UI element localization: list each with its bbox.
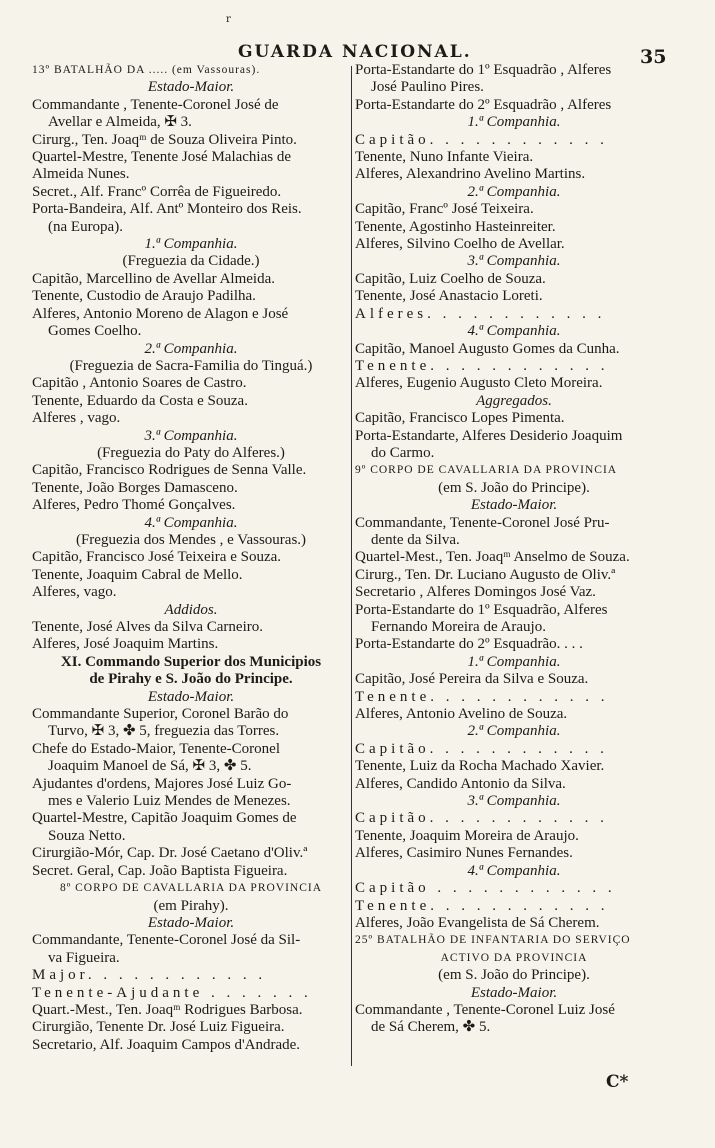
- right-column-line: Estado-Maior.: [470, 984, 558, 1001]
- right-column-line: Alferes, Silvino Coelho de Avellar.: [355, 236, 565, 253]
- right-column-line: Porta-Estandarte do 1º Esquadrão , Alferes: [355, 62, 612, 78]
- left-column-line: Capitão, Marcellino de Avellar Almeida.: [32, 270, 275, 287]
- left-column-line: Quart.-Mest., Ten. Joaqᵐ Rodrigues Barbosa.: [32, 1001, 303, 1018]
- left-column-line: Secret., Alf. Francº Corrêa de Figueiredo.: [32, 183, 282, 200]
- left-column-line: Capitão , Antonio Soares de Castro.: [32, 375, 247, 392]
- right-column-line: José Paulino Pires.: [371, 79, 484, 96]
- right-column-line: Tenente. . . . . . . . . . . .: [355, 688, 609, 705]
- right-column-line: Capitão, Francisco Lopes Pimenta.: [355, 410, 565, 427]
- right-column-line: Alferes, Antonio Avelino de Souza.: [355, 706, 568, 723]
- right-column-line: ACTIVO DA PROVINCIA: [440, 951, 588, 964]
- right-column-line: Alferes, Eugenio Augusto Cleto Moreira.: [355, 375, 603, 392]
- right-column-line: 2.ª Companhia.: [467, 723, 561, 740]
- right-column-line: Porta-Estandarte, Alferes Desiderio Joaquim: [355, 427, 623, 444]
- right-column-line: Tenente, Agostinho Hasteinreiter.: [355, 218, 556, 235]
- right-column-line: 25º BATALHÃO DE INFANTARIA DO SERVIÇO: [355, 934, 631, 947]
- left-column-line: 13º BATALHÃO DA ..... (em Vassouras).: [32, 64, 261, 76]
- left-column-line: Capitão, Francisco José Teixeira e Souza.: [32, 549, 282, 566]
- right-column-line: Alferes, João Evangelista de Sá Cherem.: [355, 914, 600, 931]
- right-column-line: Porta-Estandarte do 2º Esquadrão. . . .: [355, 636, 583, 653]
- right-column-line: Tenente. . . . . . . . . . . .: [355, 897, 609, 914]
- left-column-line: Estado-Maior.: [147, 79, 235, 96]
- left-column-line: XI. Commando Superior dos Municipios: [60, 653, 322, 670]
- left-column-line: 4.ª Companhia.: [144, 514, 238, 531]
- right-column-line: 4.ª Companhia.: [467, 323, 561, 340]
- left-column-line: Almeida Nunes.: [32, 166, 130, 183]
- left-column-line: Secret. Geral, Cap. João Baptista Figueira.: [32, 862, 288, 879]
- left-column-line: Tenente, José Alves da Silva Carneiro.: [32, 619, 263, 635]
- right-column-line: (em S. João do Principe).: [438, 479, 590, 496]
- right-column-line: Capitão. . . . . . . . . . . .: [355, 740, 608, 757]
- left-column-line: Tenente, Joaquim Cabral de Mello.: [32, 566, 243, 583]
- left-column-line: Chefe do Estado-Maior, Tenente-Coronel: [32, 740, 280, 757]
- right-column-line: 1.ª Companhia.: [467, 653, 561, 670]
- left-column-line: Tenente, João Borges Damasceno.: [32, 479, 238, 496]
- right-column-line: do Carmo.: [371, 444, 435, 461]
- left-column-line: Tenente, Custodio de Araujo Padilha.: [32, 288, 256, 305]
- left-column-line: Commandante, Tenente-Coronel José da Sil-: [32, 932, 301, 949]
- right-column-line: Porta-Estandarte do 1º Esquadrão, Alferes: [355, 601, 608, 618]
- left-column-line: va Figueira.: [48, 949, 120, 966]
- left-column-line: 1.ª Companhia.: [144, 236, 238, 253]
- left-column-line: Alferes, Antonio Moreno de Alagon e José: [32, 305, 289, 322]
- left-column-line: Commandante , Tenente-Coronel José de: [32, 96, 279, 113]
- right-column-line: Alferes. . . . . . . . . . . .: [355, 305, 606, 322]
- right-column-line: Alferes, Casimiro Nunes Fernandes.: [355, 845, 573, 862]
- right-column-line: 2.ª Companhia.: [467, 183, 561, 200]
- left-column-line: (em Pirahy).: [153, 897, 229, 914]
- right-column-line: Capitão, Manoel Augusto Gomes da Cunha.: [355, 340, 620, 357]
- right-column-line: Tenente, Luiz da Rocha Machado Xavier.: [355, 758, 605, 775]
- left-column-line: Commandante Superior, Coronel Barão do: [32, 706, 289, 723]
- left-column-line: Alferes, vago.: [32, 584, 117, 601]
- right-column-line: Cirurg., Ten. Dr. Luciano Augusto de Oliv.ª: [355, 566, 616, 583]
- left-column-line: Alferes, Pedro Thomé Gonçalves.: [32, 497, 236, 514]
- left-column-line: (Freguezia dos Mendes , e Vassouras.): [75, 531, 307, 548]
- left-column-line: 2.ª Companhia.: [144, 340, 238, 357]
- left-column-line: Capitão, Francisco Rodrigues de Senna Valle.: [32, 462, 307, 479]
- left-column-line: Avellar e Almeida, ✠ 3.: [48, 114, 192, 131]
- right-column-line: Capitão, Francº José Teixeira.: [355, 201, 534, 218]
- left-column-line: Alferes, José Joaquim Martins.: [32, 636, 219, 653]
- right-column-line: Tenente, Nuno Infante Vieira.: [355, 149, 534, 166]
- left-column-line: Major. . . . . . . . . . . .: [32, 967, 267, 984]
- left-column-line: Ajudantes d'ordens, Majores José Luiz Go-: [32, 775, 292, 792]
- right-column-line: Estado-Maior.: [470, 497, 558, 514]
- right-column-line: 3.ª Companhia.: [467, 793, 561, 810]
- left-column-line: Tenente, Eduardo da Costa e Souza.: [32, 392, 248, 409]
- left-column-line: Souza Netto.: [48, 827, 126, 844]
- left-column: [32, 62, 350, 1054]
- page-number: 35: [640, 46, 667, 68]
- page-title: GUARDA NACIONAL.: [238, 42, 472, 62]
- left-column-line: (na Europa).: [48, 218, 123, 235]
- signature-mark: C*: [606, 1072, 629, 1092]
- left-column-line: Cirurgião, Tenente Dr. José Luiz Figueira.: [32, 1019, 285, 1036]
- left-column-line: Estado-Maior.: [147, 914, 235, 931]
- right-column-line: Secretario , Alferes Domingos José Vaz.: [355, 584, 596, 601]
- right-column-line: Alferes, Alexandrino Avelino Martins.: [355, 166, 586, 183]
- left-column-line: 8º CORPO DE CAVALLARIA DA PROVINCIA: [59, 882, 323, 895]
- right-column-line: 9º CORPO DE CAVALLARIA DA PROVINCIA: [355, 464, 618, 477]
- left-column-line: de Pirahy e S. João do Principe.: [89, 671, 293, 688]
- right-column-line: Capitão . . . . . . . . . . . .: [355, 880, 616, 897]
- right-column-line: 3.ª Companhia.: [467, 253, 561, 270]
- left-column-line: mes e Valerio Luiz Mendes de Menezes.: [48, 793, 291, 810]
- right-column-line: Commandante , Tenente-Coronel Luiz José: [355, 1001, 615, 1018]
- right-column-line: Capitão. . . . . . . . . . . .: [355, 131, 608, 148]
- left-column-line: Gomes Coelho.: [48, 323, 142, 340]
- left-column-line: Estado-Maior.: [147, 688, 235, 705]
- left-column-line: (Freguezia da Cidade.): [122, 253, 260, 270]
- right-column-line: de Sá Cherem, ✤ 5.: [371, 1019, 491, 1036]
- right-column-line: Commandante, Tenente-Coronel José Pru-: [355, 514, 610, 531]
- right-column-line: Porta-Estandarte do 2º Esquadrão , Alferes: [355, 96, 612, 113]
- right-column: [355, 62, 673, 1037]
- right-column-line: 4.ª Companhia.: [467, 862, 561, 879]
- left-column-line: Secretario, Alf. Joaquim Campos d'Andrade.: [32, 1036, 301, 1053]
- right-column-line: Capitão, Luiz Coelho de Souza.: [355, 270, 546, 287]
- right-column-line: 1.ª Companhia.: [467, 114, 561, 131]
- top-mark: r: [226, 14, 231, 25]
- left-column-line: Addidos.: [164, 601, 218, 618]
- left-column-line: Tenente-Ajudante . . . . . . .: [32, 984, 312, 1001]
- left-column-line: Quartel-Mestre, Capitão Joaquim Gomes de: [32, 810, 297, 827]
- right-column-line: Alferes, Candido Antonio da Silva.: [355, 775, 566, 792]
- left-column-line: (Freguezia de Sacra-Familia do Tinguá.): [69, 357, 313, 374]
- right-column-line: dente da Silva.: [371, 531, 460, 548]
- right-column-line: Tenente. . . . . . . . . . . .: [355, 357, 609, 374]
- right-column-line: Capitão. . . . . . . . . . . .: [355, 810, 608, 827]
- left-column-line: Cirurg., Ten. Joaqᵐ de Souza Oliveira Pinto.: [32, 131, 297, 148]
- right-column-line: Tenente, José Anastacio Loreti.: [355, 288, 543, 305]
- right-column-line: Capitão, José Pereira da Silva e Souza.: [355, 671, 589, 688]
- right-column-line: Aggregados.: [476, 392, 552, 409]
- left-column-line: Turvo, ✠ 3, ✤ 5, freguezia das Torres.: [48, 723, 280, 740]
- left-column-line: Joaquim Manoel de Sá, ✠ 3, ✤ 5.: [48, 758, 252, 775]
- left-column-line: Quartel-Mestre, Tenente José Malachias de: [32, 149, 291, 166]
- right-column-line: Fernando Moreira de Araujo.: [371, 619, 546, 635]
- right-column-line: Quartel-Mest., Ten. Joaqᵐ Anselmo de Souza.: [355, 549, 630, 566]
- left-column-line: Cirurgião-Mór, Cap. Dr. José Caetano d'Oliv.ª: [32, 845, 308, 862]
- left-column-line: Alferes , vago.: [32, 410, 121, 427]
- right-column-line: (em S. João do Principe).: [438, 967, 590, 984]
- column-divider: [351, 66, 352, 1066]
- left-column-line: Porta-Bandeira, Alf. Antº Monteiro dos Reis.: [32, 201, 302, 218]
- left-column-line: (Freguezia do Paty do Alferes.): [97, 444, 285, 461]
- left-column-line: 3.ª Companhia.: [144, 427, 238, 444]
- right-column-line: Tenente, Joaquim Moreira de Araujo.: [355, 827, 579, 844]
